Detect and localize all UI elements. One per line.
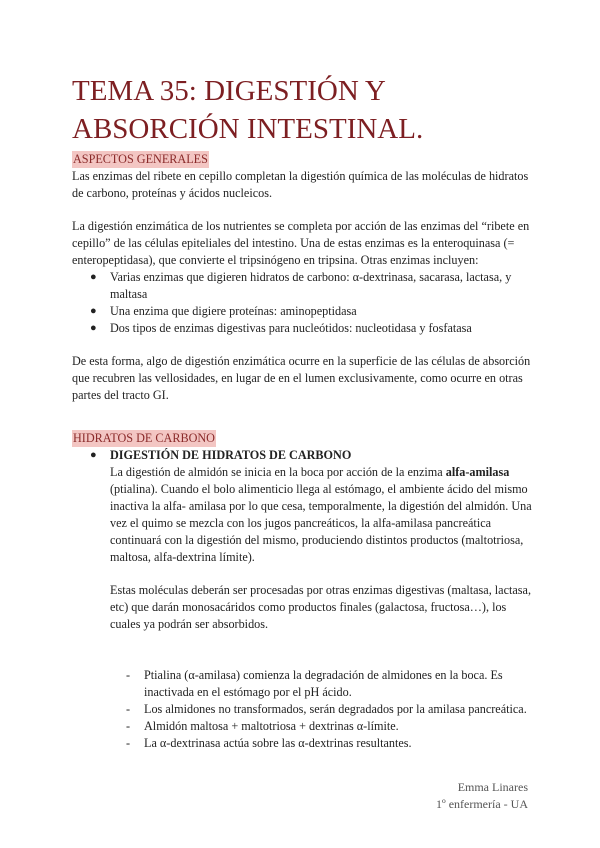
paragraph: Las enzimas del ribete en cepillo completan la digestión química de las moléculas de hidratos de carbono, proteínas y ácidos nucleicos. <box>72 169 529 200</box>
dash-icon: - <box>126 719 131 733</box>
section-heading-carbohydrates: HIDRATOS DE CARBONO <box>73 431 215 445</box>
list-item: - Los almidones no transformados, serán degradados por la amilasa pancreática. <box>126 702 527 716</box>
bullet-icon: ● <box>90 449 97 461</box>
paragraph: La digestión de almidón se inicia en la boca por acción de la enzima alfa-amilasa (ptialina). Cuando el bolo alimenticio llega al estómago, el ambiente ácido del mismo inactiva la alfa- amilasa por lo que cesa, temporalmente, la digestión del almidón. Una vez el quimo se mezcla con los jugos pancreáticos, la alfa-amilasa pancreática continuará con la digestión del mismo, produciendo distintos productos (maltotriosa, maltosa, alfa-dextrina límite). <box>110 465 532 564</box>
section-general <box>72 151 534 404</box>
list-item: ● Dos tipos de enzimas digestivas para nucleótidos: nucleotidasa y fosfatasa <box>90 321 472 335</box>
list-item: - La α-dextrinasa actúa sobre las α-dextrinas resultantes. <box>126 736 412 750</box>
dash-icon: - <box>126 668 131 682</box>
section-heading-general: ASPECTOS GENERALES <box>73 152 208 166</box>
list-item: ● Varias enzimas que digieren hidratos de carbono: α-dextrinasa, sacarasa, lactasa, y maltasa <box>90 270 512 301</box>
bullet-icon: ● <box>90 322 97 334</box>
bullet-list <box>72 447 534 464</box>
dash-icon: - <box>126 736 131 750</box>
paragraph: La digestión enzimática de los nutrientes se completa por acción de las enzimas del “ribete en cepillo” de las células epiteliales del intestino. Una de estas enzimas es la enteroquinasa (= enteropeptidasa), que convierte el tripsinógeno en tripsina. Otras enzimas incluyen: <box>72 219 530 267</box>
list-item: - Almidón maltosa + maltotriosa + dextrinas α-límite. <box>126 719 399 733</box>
bullet-icon: ● <box>90 271 97 283</box>
footer <box>436 779 528 813</box>
bullet-icon: ● <box>90 305 97 317</box>
list-item <box>72 447 534 464</box>
subheading: DIGESTIÓN DE HIDRATOS DE CARBONO <box>110 448 352 462</box>
page-title: TEMA 35: DIGESTIÓN Y ABSORCIÓN INTESTINAL. <box>72 75 424 145</box>
dash-icon: - <box>126 702 131 716</box>
dash-list <box>72 667 534 752</box>
paragraph: Estas moléculas deberán ser procesadas por otras enzimas digestivas (maltasa, lactasa, etc) que darán monosacáridos como productos finales (galactosa, fructosa…), los cuales ya podrán ser absorbidos. <box>110 583 531 631</box>
list-item: ● Una enzima que digiere proteínas: aminopeptidasa <box>90 304 357 318</box>
section-carbohydrates <box>72 430 534 752</box>
footer-author: Emma Linares <box>457 780 528 794</box>
bullet-list <box>72 269 534 337</box>
list-item: - Ptialina (α-amilasa) comienza la degradación de almidones en la boca. Es inactivada en el estómago por el pH ácido. <box>126 668 503 699</box>
footer-course: 1º enfermería - UA <box>435 797 528 811</box>
paragraph: De esta forma, algo de digestión enzimática ocurre en la superficie de las células de absorción que recubren las vellosidades, en lugar de en el lumen exclusivamente, como ocurre en otras partes del tracto GI. <box>72 354 531 402</box>
